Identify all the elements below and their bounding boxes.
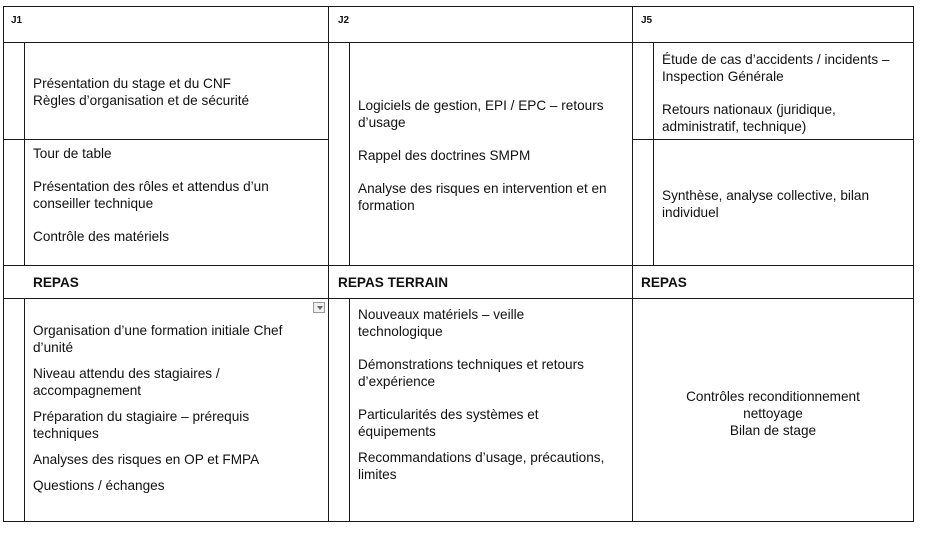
header-row-divider <box>3 42 914 43</box>
j5-b1-item1-l2: Inspection Générale <box>662 69 784 84</box>
j1-a-item3-l1: Préparation du stagiaire – prérequis <box>33 409 250 424</box>
j1-a-item5: Questions / échanges <box>33 478 165 493</box>
j5-a-l2: nettoyage <box>743 406 803 421</box>
j5-a-l1: Contrôles reconditionnement <box>686 389 860 404</box>
j2-m-item2: Rappel des doctrines SMPM <box>358 148 531 163</box>
j1-morning-block2 <box>33 145 269 245</box>
j1-morning-block1 <box>33 75 249 109</box>
j1-repas: REPAS <box>33 275 79 290</box>
j2-a-item3-l2: équipements <box>358 424 436 439</box>
j2-a-item2-l1: Démonstrations techniques et retours <box>358 357 584 372</box>
j1-a-item4: Analyses des risques en OP et FMPA <box>33 452 260 467</box>
col-divider-j1-j2 <box>328 6 329 522</box>
j5-b1-item1-l1: Étude de cas d’accidents / incidents – <box>662 52 890 67</box>
j5-b1-item2-l1: Retours nationaux (juridique, <box>662 102 836 117</box>
j1-b1-line2: Règles d’organisation et de sécurité <box>33 93 250 108</box>
j2-gutter-morning <box>349 42 350 266</box>
repas-row-top <box>3 265 914 266</box>
j5-b2-l1: Synthèse, analyse collective, bilan <box>662 188 870 203</box>
header-j5: J5 <box>641 15 653 26</box>
border-bottom <box>3 521 914 522</box>
j1-b2-item2-l2: conseiller technique <box>33 196 154 211</box>
j1-b2-item2-l1: Présentation des rôles et attendus d’un <box>33 179 269 194</box>
j1-gutter-morning <box>24 42 25 266</box>
j5-morning-block1 <box>662 51 889 135</box>
j2-afternoon <box>358 306 604 483</box>
j5-morning-block2 <box>662 187 869 221</box>
j2-m-item3-l1: Analyse des risques en intervention et en <box>358 181 607 196</box>
border-right <box>913 6 914 522</box>
j2-a-item1-l1: Nouveaux matériels – veille <box>358 307 525 322</box>
j1-a-item3-l2: techniques <box>33 426 99 441</box>
j2-a-item3-l1: Particularités des systèmes et <box>358 407 539 422</box>
j2-a-item1-l2: technologique <box>358 324 443 339</box>
j5-gutter-morning <box>653 42 654 266</box>
j2-a-item4-l1: Recommandations d’usage, précautions, <box>358 450 605 465</box>
j5-b1-item2-l2: administratif, technique) <box>662 119 807 134</box>
j2-a-item4-l2: limites <box>358 467 397 482</box>
j1-a-item1-l1: Organisation d’une formation initiale Chef <box>33 323 283 338</box>
border-top <box>3 6 914 7</box>
j5-a-l3: Bilan de stage <box>729 423 817 438</box>
j1-a-item2-l1: Niveau attendu des stagiaires / <box>33 366 220 381</box>
j1-a-item2-l2: accompagnement <box>33 383 142 398</box>
j1-afternoon <box>33 322 282 494</box>
j2-a-item2-l2: d’expérience <box>358 374 436 389</box>
col-divider-j2-j5 <box>632 6 633 522</box>
j1-b2-item1: Tour de table <box>33 146 112 161</box>
border-left <box>3 6 4 522</box>
j5-repas: REPAS <box>641 275 687 290</box>
cell-dropdown-arrow-icon[interactable] <box>313 302 325 313</box>
j2-m-item3-l2: formation <box>358 198 415 213</box>
j5-afternoon <box>633 388 913 439</box>
j5-b2-l2: individuel <box>662 205 719 220</box>
j2-repas: REPAS TERRAIN <box>338 275 449 290</box>
j5-morning-divider <box>632 139 913 140</box>
header-j2: J2 <box>338 15 350 26</box>
j2-morning <box>358 97 607 214</box>
j2-m-item1-l1: Logiciels de gestion, EPI / EPC – retours <box>358 98 604 113</box>
j1-gutter-afternoon <box>24 298 25 522</box>
j1-b1-line1: Présentation du stage et du CNF <box>33 76 231 91</box>
header-j1: J1 <box>11 15 23 26</box>
j2-m-item1-l2: d’usage <box>358 115 406 130</box>
j2-gutter-afternoon <box>349 298 350 522</box>
j1-a-item1-l2: d’unité <box>33 340 74 355</box>
j1-b2-item3: Contrôle des matériels <box>33 229 169 244</box>
repas-row-bottom <box>3 298 914 299</box>
j1-morning-divider <box>3 139 328 140</box>
